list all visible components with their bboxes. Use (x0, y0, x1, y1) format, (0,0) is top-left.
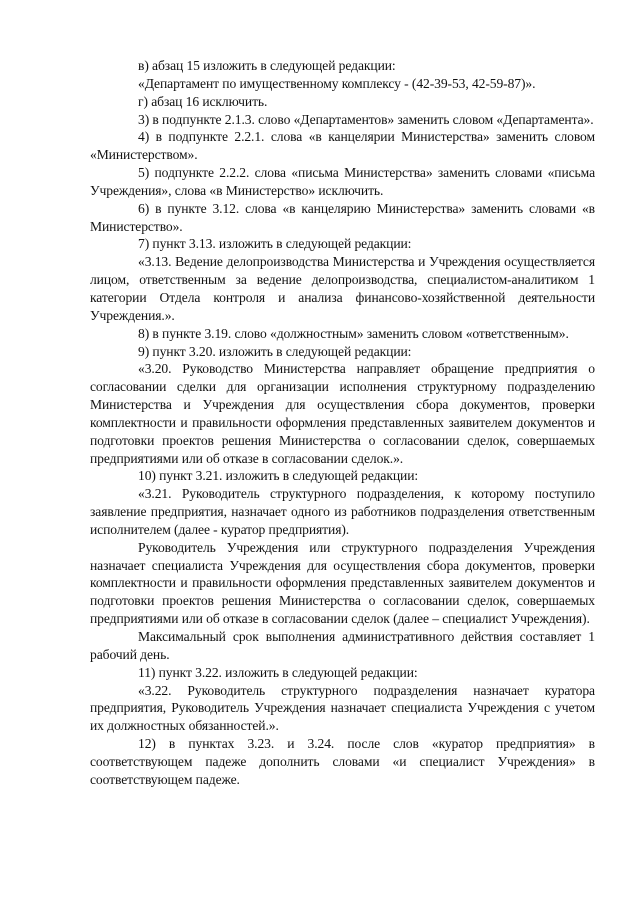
paragraph-clause-3-21-specialist: Руководитель Учреждения или структурного подразделения Учреждения назначает специалиста Учреждения для осуществления сбора документов, проверки комплектности и правильности оформления представленных заявителем документов и подготовки проектов решения Министерства о согласовании сделок, совершаемых предприятиями или об отказе в согласовании сделок (далее – специалист Учреждения). (90, 539, 595, 627)
paragraph-item-11: 11) пункт 3.22. изложить в следующей редакции: (138, 664, 418, 680)
paragraph-item-4: 4) в подпункте 2.2.1. слова «в канцелярии Министерства» заменить словом «Министерством». (90, 129, 595, 163)
paragraph-item-3: 3) в подпункте 2.1.3. слово «Департаментов» заменить словом «Департамента». (138, 111, 594, 127)
paragraph-clause-3-21: «3.21. Руководитель структурного подразделения, к которому поступило заявление предприятия, назначает одного из работников подразделения ответственным исполнителем (далее - куратор предприятия). (90, 486, 595, 537)
paragraph-clause-3-21-deadline: Максимальный срок выполнения административного действия составляет 1 рабочий день. (90, 629, 595, 662)
paragraph-item-9: 9) пункт 3.20. изложить в следующей редакции: (138, 343, 412, 359)
paragraph-item-5: 5) подпункте 2.2.2. слова «письма Министерства» заменить словами «письма Учреждения», слова «в Министерство» исключить. (90, 165, 595, 198)
document-body (90, 57, 595, 789)
paragraph-item-6: 6) в пункте 3.12. слова «в канцелярию Министерства» заменить словами «в Министерство». (90, 200, 595, 234)
paragraph-clause-3-20: «3.20. Руководство Министерства направляет обращение предприятия о согласовании сделки для организации исполнения структурному подразделению Министерства и Учреждения для осуществления сбора документов, проверки комплектности и правильности оформления представленных заявителем документов и подготовки проектов решения Министерства о согласовании сделок, совершаемых предприятиями или об отказе в согласовании сделок.». (90, 361, 595, 466)
paragraph-clause-3-22: «3.22. Руководитель структурного подразделения назначает куратора предприятия, Руководитель Учреждения назначает специалиста Учреждения с учетом их должностных обязанностей.». (90, 682, 595, 734)
paragraph-item-8: 8) в пункте 3.19. слово «должностным» заменить словом «ответственным». (138, 325, 569, 341)
paragraph-department-phones: «Департамент по имущественному комплексу - (42-39-53, 42-59-87)». (138, 75, 536, 91)
paragraph-item-10: 10) пункт 3.21. изложить в следующей редакции: (138, 468, 419, 484)
paragraph-clause-3-13: «3.13. Ведение делопроизводства Министерства и Учреждения осуществляется лицом, ответственным за ведение делопроизводства, специалистом-аналитиком 1 категории Отдела контроля и анализа финансово-хозяйственной деятельности Учреждения.». (90, 254, 595, 323)
paragraph-g-abzac-16: г) абзац 16 исключить. (138, 93, 268, 109)
paragraph-item-7: 7) пункт 3.13. изложить в следующей редакции: (138, 236, 412, 252)
paragraph-item-12: 12) в пунктах 3.23. и 3.24. после слов «куратор предприятия» в соответствующем падеже дополнить словами «и специалист Учреждения» в соответствующем падеже. (90, 736, 595, 787)
paragraph-v-abzac-15: в) абзац 15 изложить в следующей редакции: (138, 58, 396, 73)
